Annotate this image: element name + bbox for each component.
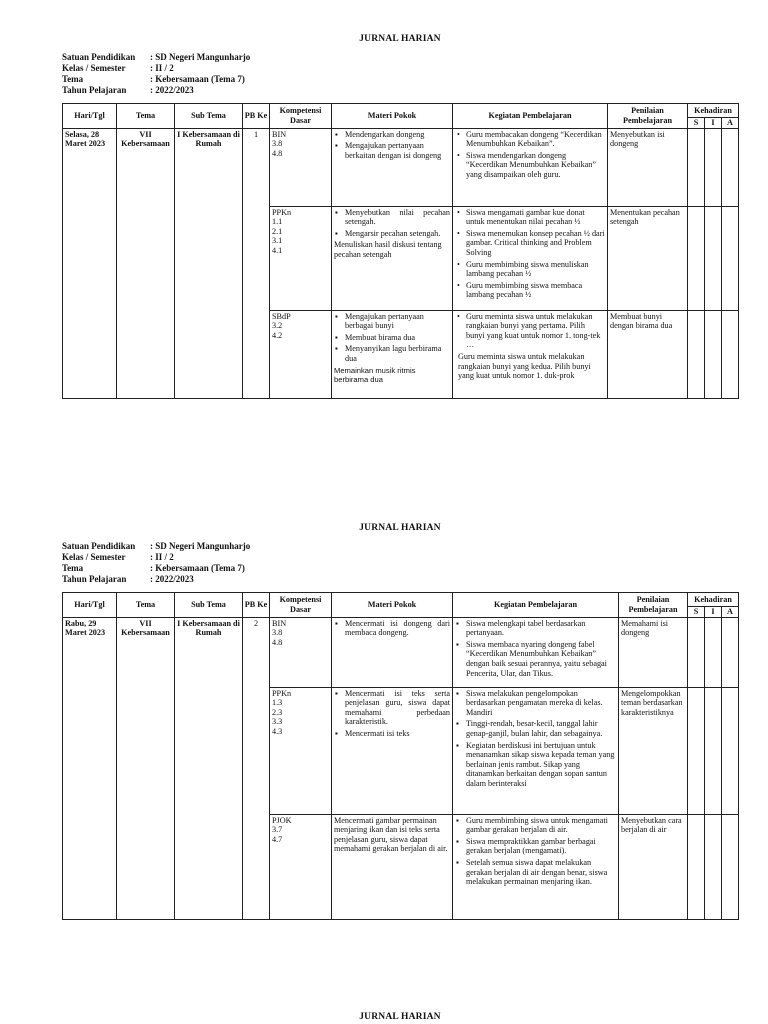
header-penilaian: Penilaian Pembelajaran bbox=[608, 104, 688, 129]
journal-info bbox=[62, 52, 738, 96]
kd-code: 4.1 bbox=[272, 245, 283, 255]
cell-izin bbox=[705, 687, 722, 814]
cell-kd bbox=[270, 687, 332, 814]
cell-alpa bbox=[722, 310, 739, 398]
kegiatan-item: • Guru meminta siswa untuk melakukan rangkaian bunyi yang pertama. Pilih bunyi yang kuat untuk nomor 1. tong-tek … bbox=[466, 312, 605, 350]
journal-3 bbox=[62, 1012, 738, 1022]
cell-izin bbox=[705, 814, 722, 919]
cell-kegiatan bbox=[453, 206, 608, 310]
cell-materi bbox=[332, 617, 453, 687]
cell-hari: Selasa, 28 Maret 2023 bbox=[63, 128, 117, 398]
cell-materi bbox=[332, 687, 453, 814]
materi-note: Memainkan musik ritmis berbirama dua bbox=[334, 365, 416, 385]
cell-alpa bbox=[722, 617, 739, 687]
cell-kd bbox=[270, 206, 332, 310]
info-value: : II / 2 bbox=[150, 63, 174, 73]
kd-code: 2.3 bbox=[272, 707, 283, 717]
cell-izin bbox=[705, 206, 722, 310]
info-label: Tema bbox=[62, 74, 84, 84]
kegiatan-note: Guru meminta siswa untuk melakukan rangkaian bunyi yang kedua. Pilih bunyi yang kuat untuk nomor 1. duk-prok bbox=[458, 351, 591, 381]
cell-kegiatan bbox=[453, 310, 608, 398]
materi-note: Menuliskan hasil diskusi tentang pecahan setengah bbox=[334, 240, 442, 259]
kegiatan-item: • Siswa menemukan konsep pecahan ½ dari gambar. Critical thinking and Problem Solving bbox=[466, 229, 605, 258]
cell-penilaian: Membuat bunyi dengan birama dua bbox=[608, 310, 688, 398]
header-pb: PB Ke bbox=[243, 593, 270, 618]
info-value: : 2022/2023 bbox=[150, 574, 194, 584]
header-kehadiran: Kehadiran bbox=[688, 593, 739, 607]
header-kegiatan: Kegiatan Pembelajaran bbox=[453, 593, 619, 618]
cell-subtema: I Kebersamaan di Rumah bbox=[175, 128, 243, 398]
cell-izin bbox=[705, 128, 722, 206]
cell-penilaian: Memahami isi dongeng bbox=[619, 617, 688, 687]
kd-code: 3.8 bbox=[272, 139, 283, 149]
kd-subject: SBdP bbox=[272, 311, 291, 321]
kegiatan-item: ▪ Setelah semua siswa dapat melakukan gerakan berjalan di air dengan benar, siswa melakukan permainan menjaring ikan. bbox=[466, 858, 616, 887]
header-penilaian: Penilaian Pembelajaran bbox=[619, 593, 688, 618]
kegiatan-item: ▪ Kegiatan berdiskusi ini bertujuan untuk menanamkan sikap siswa kepada teman yang berlainan jenis rambut. Sikap yang ditanamkan berkaitan dengan sopan santun dalam berinteraksi bbox=[466, 741, 616, 789]
kegiatan-item: ▪ Siswa membaca nyaring dongeng fabel “Kecerdikan Menumbuhkan Kebaikan” dengan baik sesuai perannya, yaitu sebagai Pencerita, Ular, dan Tikus. bbox=[466, 640, 616, 678]
header-kd: Kompetensi Dasar bbox=[270, 593, 332, 618]
cell-alpa bbox=[722, 128, 739, 206]
kegiatan-item: ▪ Siswa melengkapi tabel berdasarkan pertanyaan. bbox=[466, 619, 616, 638]
kd-code: 2.1 bbox=[272, 226, 283, 236]
kd-code: 3.1 bbox=[272, 236, 283, 246]
kd-subject: BIN bbox=[272, 618, 287, 628]
info-label: Satuan Pendidikan bbox=[62, 52, 136, 62]
kegiatan-item: ▪ Siswa melakukan pengelompokan berdasarkan pengamatan mereka di kelas. Mandiri bbox=[466, 689, 616, 718]
header-materi: Materi Pokok bbox=[332, 104, 453, 129]
journal-table bbox=[62, 592, 739, 920]
cell-sakit bbox=[688, 310, 705, 398]
journal-title: JURNAL HARIAN bbox=[359, 1012, 441, 1022]
cell-tema: VII Kebersamaan bbox=[117, 128, 175, 398]
kd-subject: PPKn bbox=[272, 688, 292, 698]
cell-materi bbox=[332, 310, 453, 398]
info-value: : 2022/2023 bbox=[150, 85, 194, 95]
info-label: Tahun Pelajaran bbox=[62, 85, 127, 95]
kegiatan-item: ▪ Guru membimbing siswa untuk mengamati gambar gerakan berjalan di air. bbox=[466, 816, 616, 835]
kd-subject: BIN bbox=[272, 129, 287, 139]
kegiatan-item: • Guru membacakan dongeng “Kecerdikan Menumbuhkan Kebaikan”. bbox=[466, 130, 605, 149]
header-s: S bbox=[688, 607, 705, 618]
kegiatan-item: ▪ Siswa mempraktikkan gambar berbagai gerakan berjalan (mengamati). bbox=[466, 837, 616, 856]
journal-info bbox=[62, 541, 738, 585]
header-pb: PB Ke bbox=[243, 104, 270, 129]
kd-code: 4.2 bbox=[272, 330, 283, 340]
cell-hari: Rabu, 29 Maret 2023 bbox=[63, 617, 117, 919]
header-materi: Materi Pokok bbox=[332, 593, 453, 618]
header-a: A bbox=[722, 118, 739, 129]
materi-item: ▪ Menyanyikan lagu berbirama dua bbox=[345, 344, 450, 363]
cell-penilaian: Mengelompokkan teman berdasarkan karakteristiknya bbox=[619, 687, 688, 814]
cell-kegiatan bbox=[453, 814, 619, 919]
cell-kegiatan bbox=[453, 687, 619, 814]
header-kehadiran: Kehadiran bbox=[688, 104, 739, 118]
header-i: I bbox=[705, 118, 722, 129]
materi-item: ▪ Membuat birama dua bbox=[345, 333, 450, 343]
cell-pb: 2 bbox=[243, 617, 270, 919]
cell-sakit bbox=[688, 128, 705, 206]
header-subtema: Sub Tema bbox=[175, 104, 243, 129]
materi-item: ▪ Mencermati isi dongeng dari membaca dongeng. bbox=[345, 619, 450, 638]
info-value: : II / 2 bbox=[150, 552, 174, 562]
journal-1 bbox=[62, 34, 738, 385]
kd-code: 3.2 bbox=[272, 321, 283, 331]
journal-table bbox=[62, 103, 739, 399]
materi-item: ▪ Mengarsir pecahan setengah. bbox=[345, 229, 450, 239]
header-a: A bbox=[722, 607, 739, 618]
kd-code: 3.3 bbox=[272, 717, 283, 727]
info-value: : SD Negeri Mangunharjo bbox=[150, 52, 251, 62]
cell-materi bbox=[332, 206, 453, 310]
cell-sakit bbox=[688, 617, 705, 687]
info-value: : Kebersamaan (Tema 7) bbox=[150, 563, 245, 573]
cell-kd bbox=[270, 128, 332, 206]
cell-subtema: I Kebersamaan di Rumah bbox=[175, 617, 243, 919]
kegiatan-item: • Siswa mendengarkan dongeng “Kecerdikan Menumbuhkan Kebaikan” yang disampaikan oleh guru. bbox=[466, 151, 605, 180]
cell-tema: VII Kebersamaan bbox=[117, 617, 175, 919]
kd-code: 4.3 bbox=[272, 726, 283, 736]
header-s: S bbox=[688, 118, 705, 129]
info-label: Satuan Pendidikan bbox=[62, 541, 136, 551]
cell-sakit bbox=[688, 206, 705, 310]
cell-penilaian: Menentukan pecahan setengah bbox=[608, 206, 688, 310]
cell-pb: 1 bbox=[243, 128, 270, 398]
cell-materi bbox=[332, 128, 453, 206]
info-label: Tahun Pelajaran bbox=[62, 574, 127, 584]
journal-2 bbox=[62, 523, 738, 887]
kegiatan-item: ▪ Tinggi-rendah, besar-kecil, tanggal lahir genap-ganjil, bulan lahir, dan sebagainya. bbox=[466, 719, 616, 738]
header-tema: Tema bbox=[117, 593, 175, 618]
info-label: Tema bbox=[62, 563, 84, 573]
kd-code: 4.8 bbox=[272, 637, 283, 647]
materi-item: ▪ Mencermati isi teks bbox=[345, 729, 450, 739]
kegiatan-item: • Siswa mengamati gambar kue donat untuk menentukan nilai pecahan ½ bbox=[466, 208, 605, 227]
materi-item: ▪ Mengajukan pertanyaan berbagai bunyi bbox=[345, 312, 450, 331]
header-kd: Kompetensi Dasar bbox=[270, 104, 332, 129]
header-hari: Hari/Tgl bbox=[63, 593, 117, 618]
cell-alpa bbox=[722, 687, 739, 814]
header-subtema: Sub Tema bbox=[175, 593, 243, 618]
cell-alpa bbox=[722, 206, 739, 310]
info-label: Kelas / Semester bbox=[62, 63, 126, 73]
kd-code: 1.1 bbox=[272, 217, 283, 227]
journal-title: JURNAL HARIAN bbox=[359, 523, 441, 533]
header-hari: Hari/Tgl bbox=[63, 104, 117, 129]
kd-subject: PJOK bbox=[272, 815, 292, 825]
materi-item: ▪ Mencermati isi teks serta penjelasan guru, siswa dapat memahami perbedaan karakteristik. bbox=[345, 689, 450, 727]
cell-kd bbox=[270, 814, 332, 919]
info-value: : Kebersamaan (Tema 7) bbox=[150, 74, 245, 84]
cell-sakit bbox=[688, 814, 705, 919]
kd-subject: PPKn bbox=[272, 207, 292, 217]
kd-code: 1.3 bbox=[272, 698, 283, 708]
kegiatan-item: • Guru membimbing siswa membaca lambang pecahan ½ bbox=[466, 281, 605, 300]
kd-code: 3.8 bbox=[272, 628, 283, 638]
cell-kd bbox=[270, 617, 332, 687]
kegiatan-item: • Guru membimbing siswa menuliskan lambang pecahan ½ bbox=[466, 260, 605, 279]
cell-kegiatan bbox=[453, 617, 619, 687]
journal-title: JURNAL HARIAN bbox=[359, 34, 441, 44]
materi-item: ▪ Mengajukan pertanyaan berkaitan dengan isi dongeng bbox=[345, 141, 450, 160]
info-label: Kelas / Semester bbox=[62, 552, 126, 562]
cell-alpa bbox=[722, 814, 739, 919]
cell-sakit bbox=[688, 687, 705, 814]
kd-code: 3.7 bbox=[272, 825, 283, 835]
cell-kd bbox=[270, 310, 332, 398]
cell-penilaian: Menyebutkan isi dongeng bbox=[608, 128, 688, 206]
kd-code: 4.8 bbox=[272, 148, 283, 158]
kd-code: 4.7 bbox=[272, 834, 283, 844]
info-value: : SD Negeri Mangunharjo bbox=[150, 541, 251, 551]
cell-penilaian: Menyebutkan cara berjalan di air bbox=[619, 814, 688, 919]
materi-item: ▪ Mendengarkan dongeng bbox=[345, 130, 450, 140]
header-i: I bbox=[705, 607, 722, 618]
materi-item: ▪ Menyebutkan nilai pecahan setengah. bbox=[345, 208, 450, 227]
cell-izin bbox=[705, 310, 722, 398]
cell-izin bbox=[705, 617, 722, 687]
header-kegiatan: Kegiatan Pembelajaran bbox=[453, 104, 608, 129]
header-tema: Tema bbox=[117, 104, 175, 129]
cell-kegiatan bbox=[453, 128, 608, 206]
cell-materi: Mencermati gambar permainan menjaring ikan dan isi teks serta penjelasan guru, siswa dapat memahami gerakan berjalan di air. bbox=[332, 814, 453, 919]
